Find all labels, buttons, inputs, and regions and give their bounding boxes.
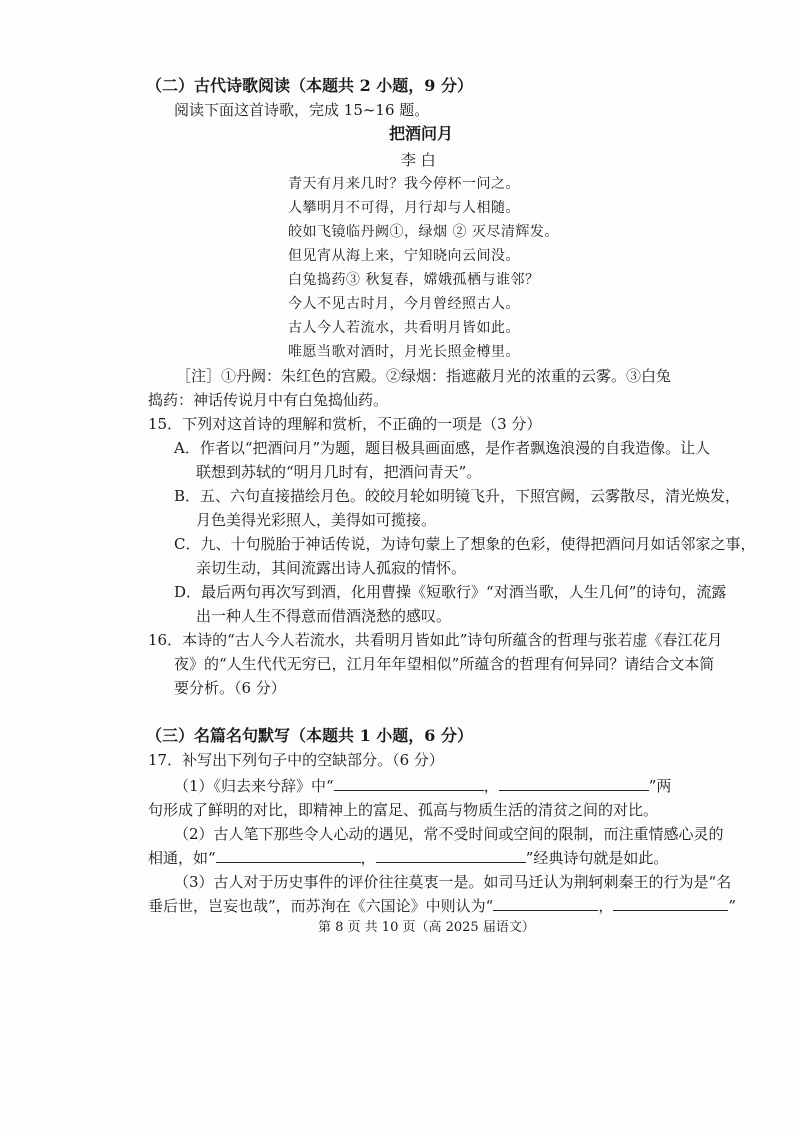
answer-blank[interactable] bbox=[493, 896, 598, 911]
poem-line: 白兔捣药③ 秋复春，嫦娥孤栖与谁邻？ bbox=[288, 272, 540, 288]
poem-line: 青天有月来几时？我今停杯一问之。 bbox=[288, 176, 520, 192]
poem-line: 古人今人若流水，共看明月皆如此。 bbox=[288, 320, 520, 336]
blank-separator: ， bbox=[483, 777, 499, 795]
q15-option-c: C．九、十句脱胎于神话传说，为诗句蒙上了想象的色彩，使得把酒问月如话邻家之事， bbox=[174, 535, 756, 553]
q15-option-a-cont: 联想到苏轼的“明月几时有，把酒问青天”。 bbox=[196, 463, 482, 481]
poem-author: 李 白 bbox=[401, 151, 436, 169]
q17-item-2-lead: 相通，如“ bbox=[148, 849, 216, 867]
answer-blank[interactable] bbox=[334, 776, 484, 791]
q15-option-b: B．五、六句直接描绘月色。皎皎月轮如明镜飞升，下照宫阙，云雾散尽，清光焕发， bbox=[174, 487, 741, 505]
poem-line: 人攀明月不可得，月行却与人相随。 bbox=[288, 200, 520, 216]
poem-line: 皎如飞镜临丹阙①，绿烟 ② 灭尽清辉发。 bbox=[288, 224, 559, 240]
q15-option-d-cont: 出一种人生不得意而借酒浇愁的感叹。 bbox=[196, 607, 452, 625]
poem-note-cont: 捣药：神话传说月中有白兔捣仙药。 bbox=[148, 391, 389, 409]
q17-item-1-lead: （1）《归去来兮辞》中“ bbox=[174, 777, 334, 795]
poem-line: 但见宵从海上来，宁知晓向云间没。 bbox=[288, 248, 520, 264]
q17-item-3-lead: 垂后世，岂妄也哉”，而苏洵在《六国论》中则认为“ bbox=[148, 897, 494, 915]
q15-option-d: D．最后两句再次写到酒，化用曹操《短歌行》“对酒当歌，人生几何”的诗句，流露 bbox=[174, 583, 727, 601]
blank-separator: ， bbox=[598, 897, 614, 915]
answer-blank[interactable] bbox=[376, 848, 526, 863]
q15-option-a: A．作者以“把酒问月”为题，题目极具画面感，是作者飘逸浪漫的自我造像。让人 bbox=[174, 439, 711, 457]
answer-blank[interactable] bbox=[216, 848, 361, 863]
section-2-title: （二）古代诗歌阅读（本题共 2 小题，9 分） bbox=[146, 76, 473, 95]
q17-item-1 bbox=[174, 776, 671, 796]
q15-option-b-cont: 月色美得光彩照人，美得如可揽接。 bbox=[196, 511, 437, 529]
poem-title: 把酒问月 bbox=[389, 124, 454, 143]
poem-note: ［注］①丹阙：朱红色的宫殿。②绿烟：指遮蔽月光的浓重的云雾。③白兔 bbox=[176, 367, 672, 385]
section-2-instruction: 阅读下面这首诗歌，完成 15~16 题。 bbox=[174, 101, 430, 119]
answer-blank[interactable] bbox=[613, 896, 728, 911]
q17-item-1-cont: 句形成了鲜明的对比，即精神上的富足、孤高与物质生活的清贫之间的对比。 bbox=[148, 801, 659, 819]
q16-stem-end: 要分析。（6 分） bbox=[174, 679, 286, 697]
q17-item-3-tail: ” bbox=[728, 897, 737, 915]
q17-item-2-tail: ”经典诗句就是如此。 bbox=[525, 849, 669, 867]
q16-stem: 16．本诗的“古人今人若流水，共看明月皆如此”诗句所蕴含的哲理与张若虚《春江花月 bbox=[148, 631, 723, 649]
q17-item-1-tail: ”两 bbox=[648, 777, 672, 795]
q17-item-2: （2）古人笔下那些令人心动的遇见，常不受时间或空间的限制，而注重情感心灵的 bbox=[174, 825, 724, 843]
poem-line: 唯愿当歌对酒时，月光长照金樽里。 bbox=[288, 344, 520, 360]
q17-item-3-cont bbox=[148, 896, 736, 916]
q15-option-c-cont: 亲切生动，其间流露出诗人孤寂的情怀。 bbox=[196, 559, 467, 577]
page-footer: 第 8 页 共 10 页（高 2025 届语文） bbox=[318, 920, 535, 935]
q15-stem: 15．下列对这首诗的理解和赏析，不正确的一项是（3 分） bbox=[148, 415, 542, 433]
q17-stem: 17．补写出下列句子中的空缺部分。（6 分） bbox=[148, 751, 444, 769]
blank-separator: ， bbox=[360, 849, 376, 867]
section-3-title: （三）名篇名句默写（本题共 1 小题，6 分） bbox=[146, 726, 473, 745]
q17-item-3: （3）古人对于历史事件的评价往往莫衷一是。如司马迁认为荆轲刺秦王的行为是“名 bbox=[174, 873, 732, 891]
poem-line: 今人不见古时月，今月曾经照古人。 bbox=[288, 296, 520, 312]
q16-stem-cont: 夜》的“人生代代无穷已，江月年年望相似”所蕴含的哲理有何异同？请结合文本简 bbox=[174, 655, 715, 673]
q17-item-2-cont bbox=[148, 848, 668, 868]
answer-blank[interactable] bbox=[499, 776, 649, 791]
